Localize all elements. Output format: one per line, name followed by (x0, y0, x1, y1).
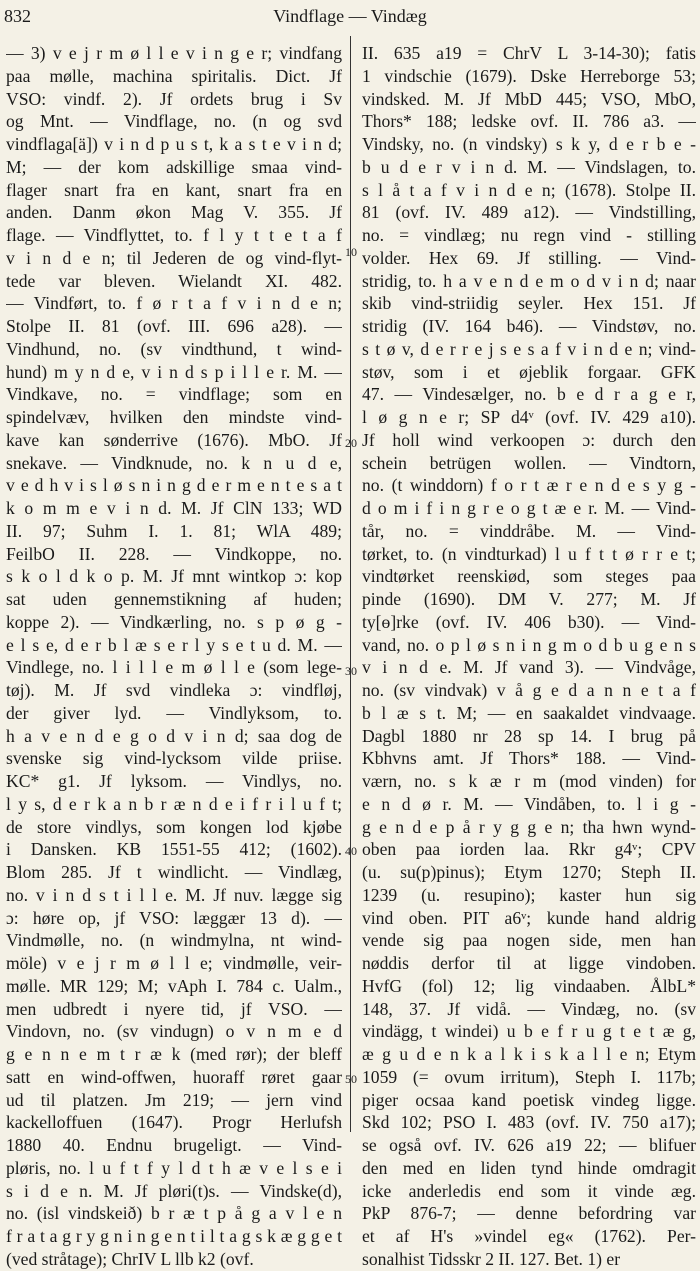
text-line: Vindsky, no. (n vindsky) s k y, d e r b e - (362, 134, 696, 154)
text-line: (ved stråtage); ChrIV L llb k2 (ovf. (6, 1248, 254, 1269)
text-line: piger ocsaa kand poetisk vindeg ligge. (362, 1089, 696, 1110)
text-line: stridig (IV. 164 b46). — Vindstøv, no. (362, 316, 696, 336)
text-line: II. 97; Suhm I. 1. 81; WlA 489; (6, 520, 342, 541)
column-divider (350, 36, 351, 1132)
text-line: HvfG (fol) 12; lig vindaaben. ÅlbL* (362, 975, 696, 996)
text-line: snekave. — Vindknude, no. k n u d e, (6, 452, 342, 473)
text-line: mølle. MR 129; M; vAph I. 784 c. Ualm., (6, 975, 342, 996)
text-line: kackelloffuen (1647). Progr Herlufsh (6, 1112, 342, 1133)
text-line: g e n d e p å r y g g e n; tha hwn wynd- (362, 816, 696, 837)
text-line: koppe 2). — Vindkærling, no. s p ø g - (6, 611, 342, 632)
text-line: pløris, no. l u f t f y l d t h æ v e l s e i (6, 1157, 342, 1178)
text-line: volder. Hex 69. Jf stilling. — Vind- (362, 247, 696, 268)
text-line: 1880 40. Endnu brugeligt. — Vind- (6, 1135, 342, 1155)
text-line: PkP 876-7; — denne befordring var (362, 1203, 696, 1224)
text-line: Vindhund, no. (sv vindthund, t wind- (6, 338, 342, 359)
text-line: 1239 (u. resupino); kaster hun sig (362, 884, 696, 905)
text-line: no. = vindlæg; nu regn vind - stilling (362, 225, 696, 245)
text-line: s i d e n. M. Jf pløri(t)s. — Vindske(d), (6, 1180, 342, 1201)
text-line: no. (t winddorn) f o r t æ r e n d e s y g - (362, 475, 696, 496)
text-line: tår, no. = vinddråbe. M. — Vind- (362, 520, 696, 541)
text-line: støv, som i et øjeblik forgaar. GFK (362, 361, 696, 382)
text-line: (u. su(p)pinus); Etym 1270; Steph II. (362, 862, 696, 882)
text-line: v i n d e n; til Jederen de og vind-flyt- (6, 247, 342, 268)
text-line: Dagbl 1880 nr 28 sp 14. I brug på (362, 725, 696, 746)
text-line: 1059 (= ovum irritum), Steph I. 117b; (362, 1066, 696, 1087)
text-line: — 3) v e j r m ø l l e v i n g e r; vindfang (6, 43, 342, 63)
line-number-10: 10 (345, 245, 357, 259)
text-line: k o m m e v i n d. M. Jf ClN 133; WD (6, 498, 342, 518)
text-line: men udbredt i nyere tid, jf VSO. — (6, 998, 342, 1019)
text-line: paa mølle, machina spiritalis. Dict. Jf (6, 65, 342, 86)
text-line: KC* g1. Jf lyksom. — Vindlys, no. (6, 771, 342, 791)
text-line: sonalhist Tidsskr 2 II. 127. Bet. 1) er (362, 1248, 621, 1269)
text-line: v i n d e. M. Jf vand 3). — Vindvåge, (362, 657, 696, 678)
running-head: Vindflage — Vindæg (273, 6, 427, 26)
text-line: no. (isl vindskeið) b r æ t p å g a v l e n (6, 1203, 342, 1224)
text-line: no. (sv vindvak) v å g e d a n n e t a f (362, 680, 696, 700)
text-line: II. 635 a19 = ChrV L 3-14-30); fatis (362, 43, 696, 63)
text-line: anden. Danm økon Mag V. 355. Jf (6, 202, 342, 223)
right-column (362, 42, 696, 1269)
left-column (6, 42, 342, 1269)
text-line: pinde (1690). DM V. 277; M. Jf (362, 589, 696, 609)
text-line: Vindovn, no. (sv vindugn) o v n m e d (6, 1021, 342, 1042)
text-line: d o m i f i n g r e o g t æ e r. M. — Vind- (362, 498, 696, 518)
text-line: ɔ: høre op, jf VSO: læggær 13 d). — (6, 907, 342, 928)
text-line: e l s e, d e r b l æ s e r l y s e t u d. M. — (6, 634, 342, 655)
text-line: 148, 37. Jf vidå. — Vindæg, no. (sv (362, 998, 696, 1019)
text-line: flage. — Vindflyttet, to. f l y t t e t a f (6, 225, 342, 245)
text-line: vindflaga[ä]) v i n d p u s t, k a s t e v i n d; (6, 134, 342, 154)
text-line: skib vind-striidig seyler. Hex 151. Jf (362, 293, 696, 314)
text-line: tørket, to. (n vindturkad) l u f t t ø r r e t; (362, 543, 696, 564)
text-line: möle) v e j r m ø l l e; vindmølle, veir- (6, 953, 342, 973)
text-line: flager snart fra en kant, snart fra en (6, 179, 342, 200)
text-line: Jf holl wind verkoopen ɔ: durch den (362, 429, 696, 450)
text-line: Skd 102; PSO I. 483 (ovf. IV. 750 a17); (362, 1112, 696, 1133)
text-line: vende sig paa nogen side, men han (362, 930, 696, 951)
text-line: tøj). M. Jf svd vindleka ɔ: vindfløj, (6, 680, 342, 700)
text-line: b l æ s t. M; — en saakaldet vindvaage. (362, 702, 696, 723)
text-line: VSO: vindf. 2). Jf ordets brug i Sv (6, 88, 342, 109)
text-line: s l å t a f v i n d e n; (1678). Stolpe II. (362, 179, 696, 200)
line-number-40: 40 (345, 844, 357, 858)
text-line: Vindkave, no. = vindflage; som en (6, 384, 342, 405)
text-line: satt en wind-offwen, huoraff røret gaar (6, 1066, 342, 1087)
line-number-50: 50 (345, 1072, 357, 1086)
text-line: 1 vindschie (1679). Dske Herreborge 53; (362, 65, 696, 86)
text-line: æ g u d e n k a l k i s k a l l e n; Etym (362, 1044, 696, 1064)
text-line: Vindlege, no. l i l l e m ø l l e (som lege- (6, 657, 342, 678)
text-line: Blom 285. Jf t windlicht. — Vindlæg, (6, 862, 342, 882)
text-line: g e n n e m t r æ k (med rør); der bleff (6, 1044, 342, 1064)
line-number-20: 20 (345, 436, 357, 450)
text-line: ty[ɵ]rke (ovf. IV. 406 b30). — Vind- (362, 611, 696, 632)
text-line: stridig, to. h a v e n d e m o d v i n d; naar (362, 270, 696, 291)
page-header (0, 4, 700, 30)
text-line: se også ovf. IV. 626 a19 22; — blifuer (362, 1135, 696, 1155)
page-number: 832 (4, 6, 31, 26)
text-line: s k o l d k o p. M. Jf mnt wintkop ɔ: kop (6, 566, 342, 587)
text-line: Vindmølle, no. (n windmylna, nt wind- (6, 930, 342, 951)
text-line: den med en liden tynd hinde omdragit (362, 1157, 696, 1178)
text-line: schein betrügen wollen. — Vindtorn, (362, 452, 696, 473)
text-line: og Mnt. — Vindflage, no. (n og svd (6, 111, 342, 132)
text-line: icke anderledis end som it vinde æg. (362, 1180, 696, 1201)
text-line: FeilbO II. 228. — Vindkoppe, no. (6, 543, 342, 564)
text-line: sat uden gennemstikning af huden; (6, 589, 342, 609)
text-line: vind oben. PIT a6ᵛ; kunde hand aldrig (362, 907, 696, 928)
text-line: vindtørket reenskiød, som steges paa (362, 566, 696, 587)
text-line: no. v i n d s t i l l e. M. Jf nuv. lægge sig (6, 884, 342, 905)
text-line: b u d e r v i n d. M. — Vindslagen, to. (362, 156, 696, 177)
text-line: vindägg, t windei) u b e f r u g t e t æ g, (362, 1021, 696, 1042)
text-line: vand, no. o p l ø s n i n g m o d b u g e n s (362, 634, 696, 655)
text-line: f r a t a g r y g n i n g e n t i l t a g s k æ g g e t (6, 1226, 342, 1246)
text-line: Stolpe II. 81 (ovf. III. 696 a28). — (6, 316, 342, 336)
text-line: 47. — Vindesælger, no. b e d r a g e r, (362, 384, 696, 405)
text-line: l y s, d e r k a n b r æ n d e i f r i l u f t; (6, 793, 342, 814)
text-line: Kbhvns amt. Jf Thors* 188. — Vind- (362, 748, 696, 769)
text-line: svenske sig vind-lycksom vilde priise. (6, 748, 342, 769)
text-line: i Dansken. KB 1551-55 412; (1602). (6, 839, 342, 860)
text-line: værn, no. s k æ r m (mod vinden) for (362, 771, 696, 791)
text-line: de store vindlys, som kongen lod kjøbe (6, 816, 342, 837)
text-line: vindsked. M. Jf MbD 445; VSO, MbO, (362, 88, 696, 109)
text-line: 81 (ovf. IV. 489 a12). — Vindstilling, (362, 202, 696, 223)
text-line: nøddis derfor til at ligge vindoben. (362, 953, 696, 973)
text-line: et af H's »vindel eg« (1762). Per- (362, 1226, 696, 1246)
line-number-30: 30 (345, 664, 357, 678)
text-line: e n d ø r. M. — Vindåben, to. l i g - (362, 793, 696, 814)
text-line: spindelvæv, hvilken den mindste vind- (6, 407, 342, 427)
text-line: s t ø v, d e r r e j s e s a f v i n d e n; vind- (362, 338, 696, 359)
text-line: kave kan sønderrive (1676). MbO. Jf (6, 429, 342, 450)
text-line: der giver lyd. — Vindlyksom, to. (6, 702, 342, 723)
text-line: oben paa iorden laa. Rkr g4ᵛ; CPV (362, 839, 696, 860)
text-line: h a v e n d e g o d v i n d; saa dog de (6, 725, 342, 746)
text-line: l ø g n e r; SP d4ᵛ (ovf. IV. 429 a10). (362, 407, 696, 427)
text-line: — Vindført, to. f ø r t a f v i n d e n; (6, 293, 342, 314)
text-line: ud til platzen. Jm 219; — jern vind (6, 1089, 342, 1110)
text-line: M; — der kom adskillige smaa vind- (6, 156, 342, 177)
text-line: Thors* 188; ledske ovf. II. 786 a3. — (362, 111, 696, 132)
text-line: v e d h v i s l ø s n i n g d e r m e n t e s a t (6, 475, 342, 496)
text-line: hund) m y n d e, v i n d s p i l l e r. M. — (6, 361, 342, 382)
text-line: tede var bleven. Wielandt XI. 482. (6, 270, 342, 291)
